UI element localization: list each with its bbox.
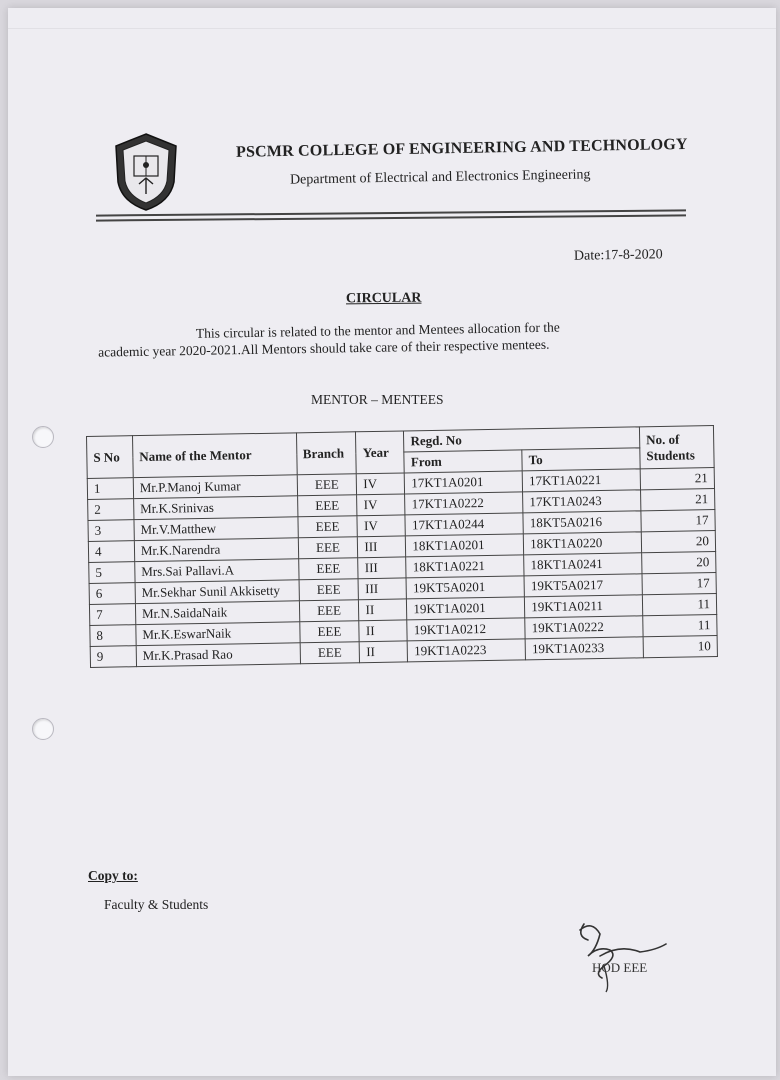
cell-branch: EEE <box>298 537 358 559</box>
cell-year: II <box>359 599 407 621</box>
circular-date: Date:17-8-2020 <box>573 247 663 264</box>
cell-sno: 1 <box>87 478 133 500</box>
cell-year: IV <box>357 494 405 516</box>
department-name: Department of Electrical and Electronics Engineering <box>289 167 591 188</box>
cell-sno: 8 <box>90 625 136 647</box>
cell-regd-from: 19KT5A0201 <box>406 576 524 599</box>
cell-mentor: Mr.P.Manoj Kumar <box>133 475 297 499</box>
hod-signature <box>570 916 670 996</box>
cell-branch: EEE <box>298 558 358 580</box>
cell-year: IV <box>357 515 405 537</box>
cell-regd-from: 19KT1A0212 <box>407 618 525 641</box>
cell-regd-to: 19KT1A0222 <box>525 616 643 639</box>
col-header-year: Year <box>356 431 405 474</box>
cell-year: III <box>358 557 406 579</box>
cell-regd-from: 17KT1A0244 <box>405 513 523 536</box>
table-title: MENTOR – MENTEES <box>311 392 444 407</box>
cell-mentor: Mr.Sekhar Sunil Akkisetty <box>135 580 299 604</box>
mentor-mentees-table <box>86 425 718 668</box>
cell-students: 10 <box>643 636 717 658</box>
cell-year: II <box>360 641 408 663</box>
intro-line: academic year 2020-2021.All Mentors should take care of their respective mentees. <box>98 336 550 360</box>
col-header-regd: Regd. No <box>404 427 640 452</box>
cell-mentor: Mr.K.Srinivas <box>133 496 297 520</box>
cell-branch: EEE <box>297 474 357 496</box>
cell-year: IV <box>357 473 405 495</box>
cell-students: 21 <box>641 489 715 511</box>
cell-mentor: Mrs.Sai Pallavi.A <box>135 559 299 583</box>
cell-sno: 6 <box>89 583 135 605</box>
cell-branch: EEE <box>299 579 359 601</box>
cell-mentor: Mr.N.SaidaNaik <box>135 601 299 625</box>
cell-students: 17 <box>641 510 715 532</box>
copy-to-recipients: Faculty & Students <box>104 897 209 912</box>
col-header-to: To <box>522 448 640 471</box>
college-name: PSCMR COLLEGE OF ENGINEERING AND TECHNOLOGY <box>235 135 688 161</box>
cell-students: 11 <box>642 594 716 616</box>
cell-students: 20 <box>642 552 716 574</box>
cell-regd-from: 19KT1A0201 <box>407 597 525 620</box>
punch-hole <box>32 426 54 448</box>
college-logo-icon <box>112 132 180 212</box>
cell-sno: 4 <box>88 541 134 563</box>
cell-mentor: Mr.V.Matthew <box>134 517 298 541</box>
circular-title: CIRCULAR <box>345 290 422 307</box>
cell-regd-to: 17KT1A0221 <box>522 469 640 492</box>
cell-sno: 3 <box>88 520 134 542</box>
cell-regd-from: 18KT1A0201 <box>406 534 524 557</box>
cell-regd-from: 19KT1A0223 <box>408 639 526 662</box>
cell-regd-from: 17KT1A0201 <box>405 471 523 494</box>
cell-mentor: Mr.K.Narendra <box>134 538 298 562</box>
document-page <box>8 8 776 1076</box>
cell-regd-to: 18KT5A0216 <box>523 511 641 534</box>
copy-to-label: Copy to: <box>88 868 138 883</box>
cell-students: 11 <box>643 615 717 637</box>
col-header-mentor: Name of the Mentor <box>132 433 296 478</box>
col-header-students: No. of Students <box>639 426 714 469</box>
cell-regd-to: 19KT1A0233 <box>525 637 643 660</box>
cell-branch: EEE <box>297 516 357 538</box>
col-header-sno: S No <box>87 436 134 479</box>
cell-regd-to: 18KT1A0241 <box>524 553 642 576</box>
cell-branch: EEE <box>299 600 359 622</box>
paper-fold <box>8 28 776 29</box>
cell-students: 21 <box>640 468 714 490</box>
cell-mentor: Mr.K.EswarNaik <box>136 622 300 646</box>
punch-hole <box>32 718 54 740</box>
cell-year: II <box>359 620 407 642</box>
cell-regd-to: 18KT1A0220 <box>523 532 641 555</box>
cell-sno: 7 <box>89 604 135 626</box>
cell-students: 17 <box>642 573 716 595</box>
cell-year: III <box>358 536 406 558</box>
cell-sno: 9 <box>90 646 136 668</box>
circular-intro <box>98 317 629 360</box>
cell-mentor: Mr.K.Prasad Rao <box>136 643 300 667</box>
intro-line: This circular is related to the mentor and Mentees allocation for the <box>195 319 560 341</box>
cell-regd-to: 19KT1A0211 <box>525 595 643 618</box>
cell-branch: EEE <box>300 642 360 664</box>
signature-caption: HOD EEE <box>592 960 648 975</box>
cell-students: 20 <box>641 531 715 553</box>
cell-branch: EEE <box>299 621 359 643</box>
cell-year: III <box>359 578 407 600</box>
cell-branch: EEE <box>297 495 357 517</box>
cell-sno: 2 <box>88 499 134 521</box>
cell-regd-from: 18KT1A0221 <box>406 555 524 578</box>
cell-regd-to: 19KT5A0217 <box>524 574 642 597</box>
col-header-branch: Branch <box>296 432 357 475</box>
cell-regd-from: 17KT1A0222 <box>405 492 523 515</box>
col-header-from: From <box>404 450 522 473</box>
cell-regd-to: 17KT1A0243 <box>523 490 641 513</box>
cell-sno: 5 <box>89 562 135 584</box>
